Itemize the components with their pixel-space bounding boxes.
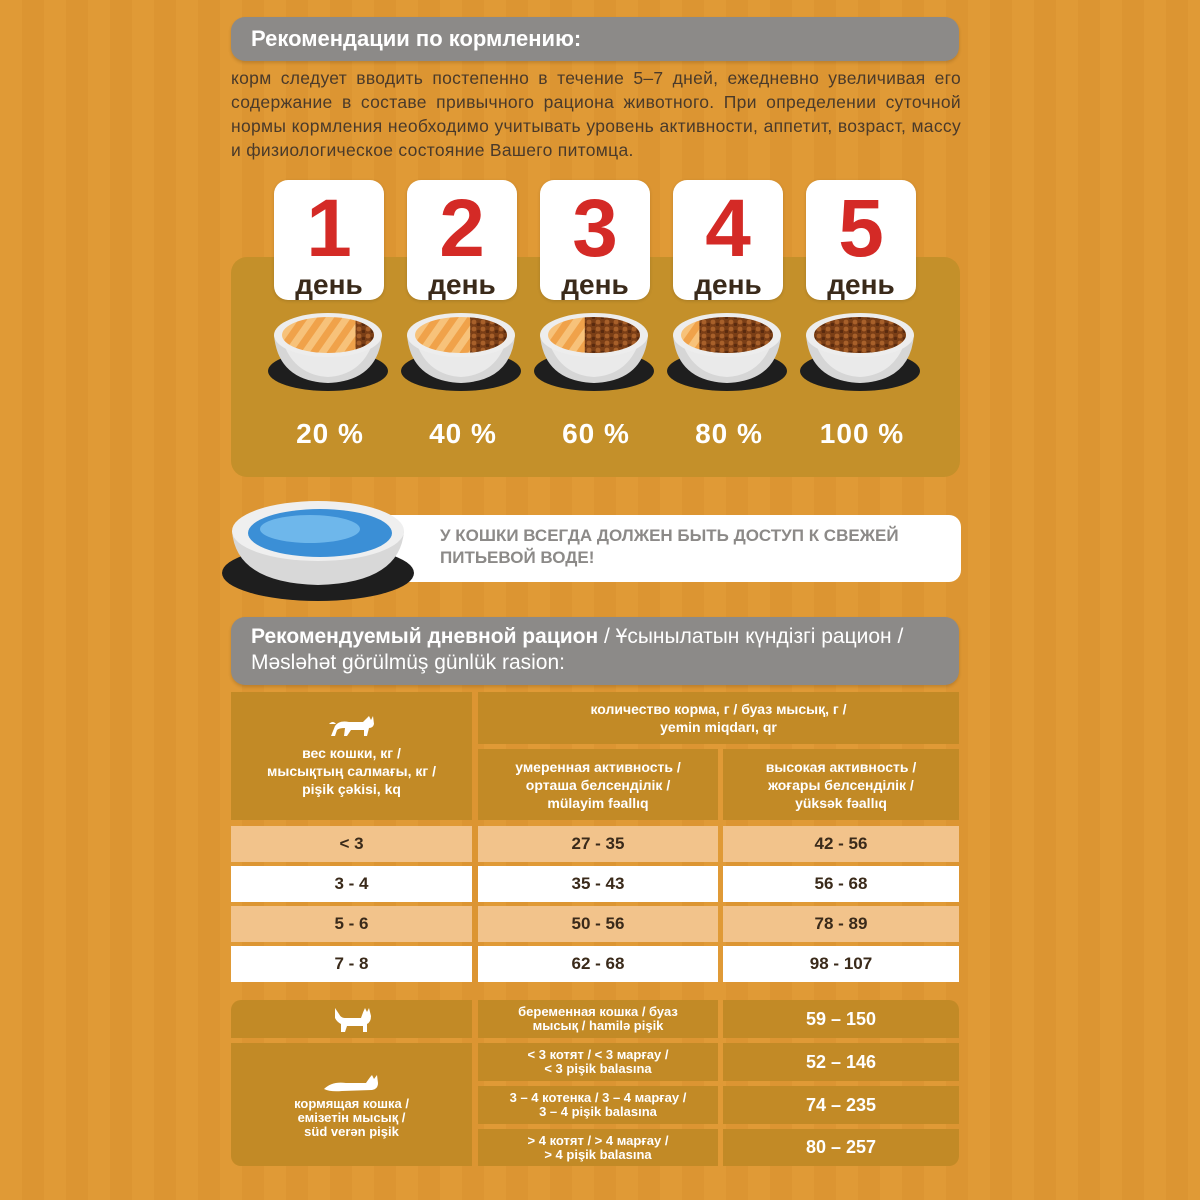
ration-title-bold: Рекомендуемый дневной рацион <box>251 625 599 648</box>
percent-label: 40 % <box>429 418 497 449</box>
moderate-header-cell <box>478 749 718 820</box>
pregnant-label-cell <box>478 1000 718 1038</box>
table-cell-moderate: 35 - 43 <box>478 866 718 902</box>
amount-header-line: yemin miqdarı, qr <box>660 719 777 735</box>
cat-walking-icon <box>327 714 377 740</box>
nursing-cat-icon <box>322 1071 382 1093</box>
food-bowl-icon <box>399 305 523 397</box>
weight-header-line: мысықтың салмағы, кг / <box>267 763 436 779</box>
day-number: 1 <box>306 183 352 274</box>
table-cell-weight: 5 - 6 <box>231 906 472 942</box>
table-cell-weight: 3 - 4 <box>231 866 472 902</box>
nursing-row-label <box>478 1129 718 1166</box>
ration-title-rest: / Ұсынылатын күндізгі рацион / <box>598 625 904 648</box>
day-label: день <box>428 269 496 300</box>
high-header-line: высокая активность / <box>765 758 917 775</box>
table-cell-weight: < 3 <box>231 826 472 862</box>
pregnant-cat-icon <box>331 1004 373 1034</box>
water-note-line: ПИТЬЕВОЙ ВОДЕ! <box>440 548 595 567</box>
day-number: 3 <box>572 183 618 274</box>
nursing-label-line: süd verən pişik <box>304 1123 399 1139</box>
nursing-label-line: кормящая кошка / <box>294 1095 409 1111</box>
nursing-row-line: 3 – 4 pişik balasına <box>539 1104 657 1119</box>
weight-header-cell <box>231 692 472 820</box>
table-cell-weight: 7 - 8 <box>231 946 472 982</box>
table-cell-moderate: 50 - 56 <box>478 906 718 942</box>
amount-header-cell <box>478 692 959 744</box>
food-bowl-icon <box>266 305 390 397</box>
day-number: 5 <box>838 183 884 274</box>
nursing-label-cell <box>231 1043 472 1166</box>
percent-label: 80 % <box>695 418 763 449</box>
ration-title-line2: Məsləhət görülmüş günlük rasion: <box>251 651 565 674</box>
food-bowl-icon <box>532 305 656 397</box>
ration-title <box>231 617 959 685</box>
pregnant-value: 59 – 150 <box>723 1000 959 1038</box>
day-label: день <box>827 269 895 300</box>
day-card-4 <box>673 180 783 300</box>
day-label: день <box>561 269 629 300</box>
moderate-header-line: mülayim fəallıq <box>547 794 649 811</box>
pregnant-label-line: мысық / hamilə pişik <box>532 1018 664 1033</box>
moderate-header-line: умеренная активность / <box>515 758 681 775</box>
day-card-5 <box>806 180 916 300</box>
percent-label: 20 % <box>296 418 364 449</box>
day-card-1 <box>274 180 384 300</box>
nursing-row-line: < 3 котят / < 3 марғау / <box>527 1047 669 1062</box>
percent-label: 60 % <box>562 418 630 449</box>
nursing-row-label <box>478 1043 718 1081</box>
day-card-2 <box>407 180 517 300</box>
water-note <box>440 525 940 569</box>
table-cell-high: 42 - 56 <box>723 826 959 862</box>
amount-header-line: количество корма, г / буаз мысық, г / <box>590 701 847 717</box>
table-cell-high: 78 - 89 <box>723 906 959 942</box>
moderate-header-line: орташа белсенділік / <box>525 776 671 793</box>
nursing-row-value: 74 – 235 <box>723 1086 959 1124</box>
day-number: 2 <box>439 183 485 274</box>
day-number: 4 <box>705 183 751 274</box>
nursing-row-label <box>478 1086 718 1124</box>
nursing-row-line: 3 – 4 котенка / 3 – 4 марғау / <box>509 1090 687 1105</box>
high-header-line: жоғары белсенділік / <box>768 776 914 793</box>
high-header-line: yüksək fəallıq <box>795 794 887 811</box>
weight-header-line: вес кошки, кг / <box>302 745 401 761</box>
nursing-label-line: емізетін мысық / <box>297 1109 406 1125</box>
day-card-3 <box>540 180 650 300</box>
table-cell-high: 56 - 68 <box>723 866 959 902</box>
day-label: день <box>295 269 363 300</box>
nursing-row-value: 80 – 257 <box>723 1129 959 1166</box>
food-bowl-icon <box>798 305 922 397</box>
feeding-title: Рекомендации по кормлению: <box>231 17 959 61</box>
nursing-row-line: < 3 pişik balasına <box>544 1061 652 1076</box>
water-note-line: У КОШКИ ВСЕГДА ДОЛЖЕН БЫТЬ ДОСТУП К СВЕЖЕЙ <box>440 526 899 545</box>
percent-label: 100 % <box>819 418 905 449</box>
pregnant-icon-cell <box>231 1000 472 1038</box>
nursing-row-line: > 4 котят / > 4 марғау / <box>527 1132 669 1148</box>
high-header-cell <box>723 749 959 820</box>
food-bowl-icon <box>665 305 789 397</box>
feeding-intro: корм следует вводить постепенно в течение 5–7 дней, ежедневно увеличивая его содержание в составе привычного рациона животного. При определении суточной нормы кормления необходимо учитывать уровень активности, аппетит, возраст, массу и физиологическое состояние Вашего питомца. <box>231 68 961 160</box>
day-label: день <box>694 269 762 300</box>
table-cell-high: 98 - 107 <box>723 946 959 982</box>
water-bowl-icon <box>218 493 418 603</box>
table-cell-moderate: 62 - 68 <box>478 946 718 982</box>
table-cell-moderate: 27 - 35 <box>478 826 718 862</box>
nursing-row-line: > 4 pişik balasına <box>544 1146 652 1162</box>
nursing-row-value: 52 – 146 <box>723 1043 959 1081</box>
weight-header-line: pişik çəkisi, kq <box>302 781 401 797</box>
pregnant-label-line: беременная кошка / буаз <box>518 1004 678 1019</box>
